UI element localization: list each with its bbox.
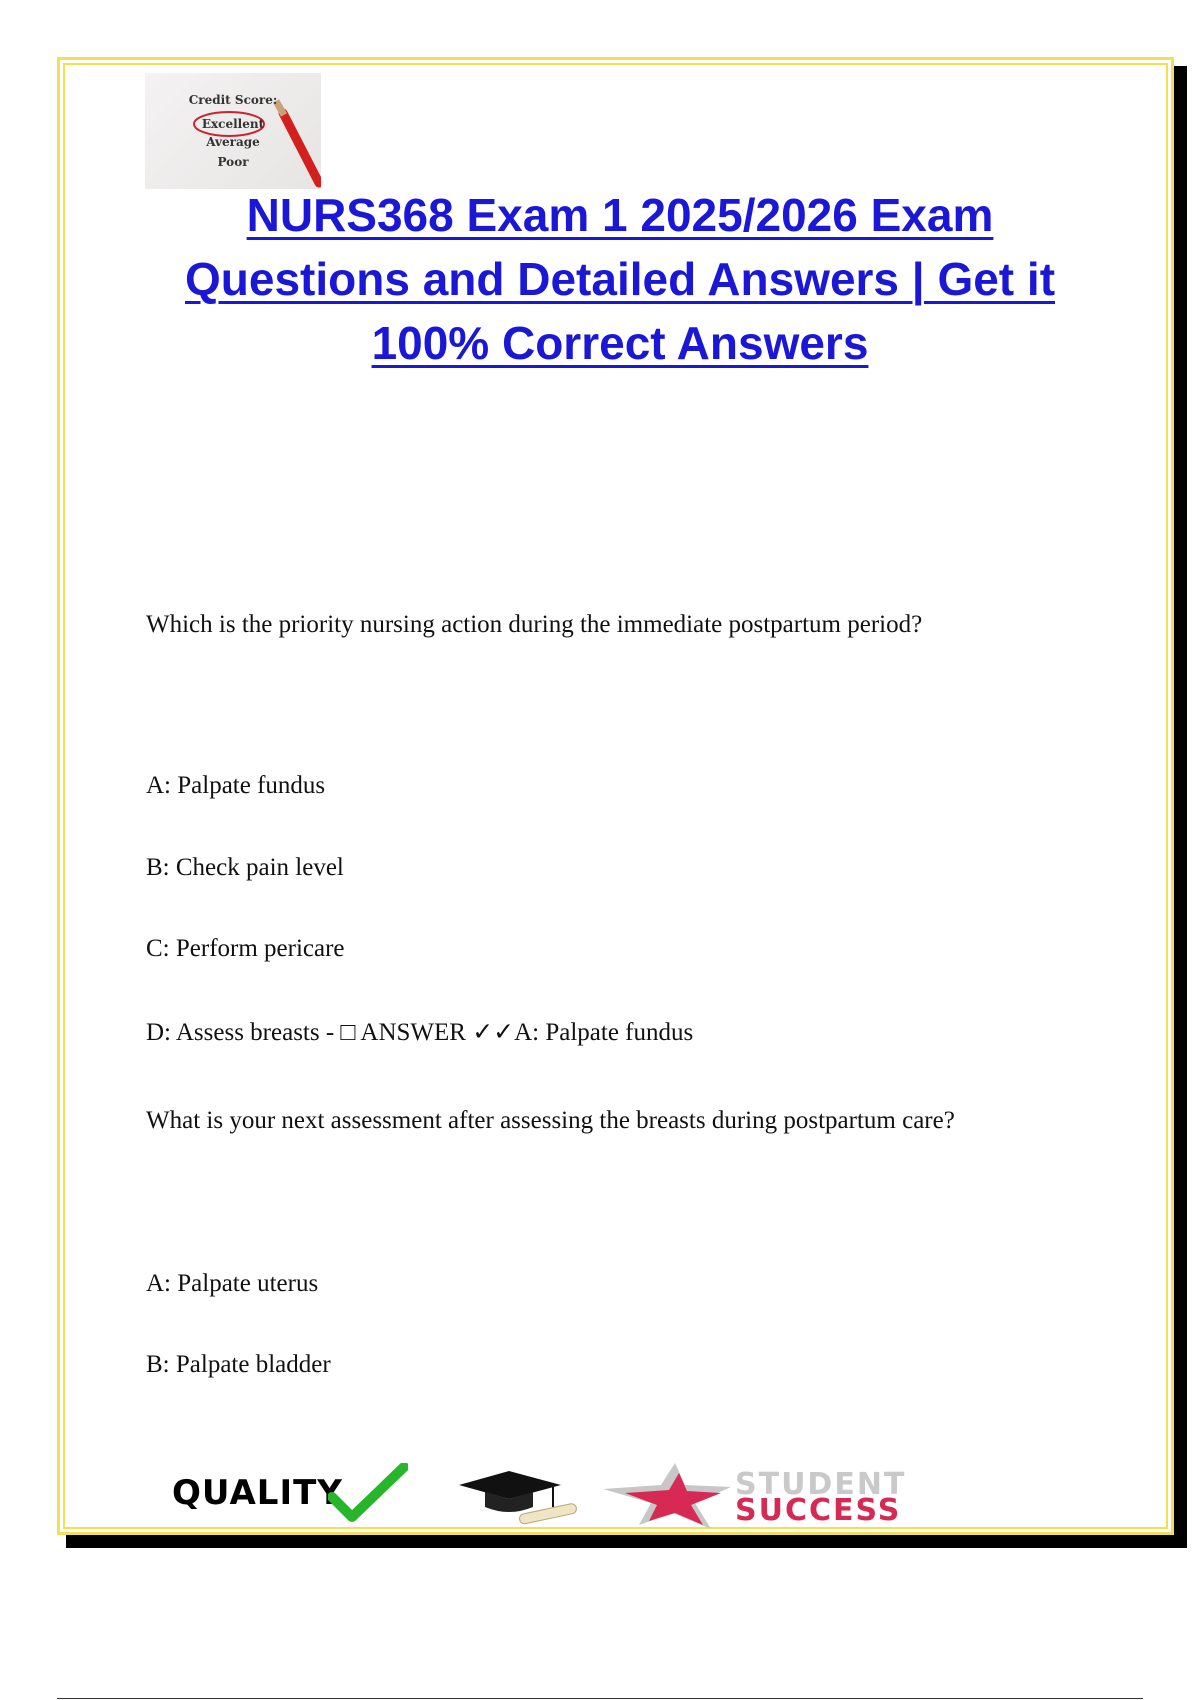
quality-logo: QUALITY bbox=[172, 1473, 343, 1513]
document-title[interactable]: NURS368 Exam 1 2025/2026 Exam Questions and Detailed Answers | Get it 100% Correct Answers bbox=[184, 189, 1056, 369]
credit-score-label: Credit Score: bbox=[188, 93, 278, 107]
student-wordmark: STUDENT bbox=[735, 1467, 907, 1502]
graduation-cap-icon bbox=[457, 1471, 587, 1525]
question-2: What is your next assessment after assessing the breasts during postpartum care? bbox=[146, 1107, 955, 1134]
q1-option-a: A: Palpate fundus bbox=[146, 772, 326, 799]
credit-score-logo bbox=[145, 73, 321, 189]
q2-option-a: A: Palpate uterus bbox=[146, 1270, 319, 1297]
pencil-icon bbox=[145, 73, 321, 189]
footer-logos bbox=[170, 1463, 1050, 1531]
credit-poor-label: Poor bbox=[217, 155, 249, 169]
q1-option-b: B: Check pain level bbox=[146, 854, 344, 881]
page-bottom-rule bbox=[57, 1698, 1143, 1699]
q2-option-b: B: Palpate bladder bbox=[146, 1351, 331, 1378]
q1-option-d-answer: D: Assess breasts - □ ANSWER ✓✓A: Palpate fundus bbox=[146, 1019, 694, 1046]
question-1: Which is the priority nursing action during the immediate postpartum period? bbox=[146, 611, 923, 638]
credit-average-label: Average bbox=[206, 135, 260, 149]
credit-excellent-label: Excellent bbox=[201, 117, 265, 131]
success-wordmark: SUCCESS bbox=[735, 1493, 902, 1528]
red-star-icon bbox=[603, 1463, 733, 1531]
green-check-icon bbox=[328, 1463, 408, 1523]
q1-option-c: C: Perform pericare bbox=[146, 935, 345, 962]
